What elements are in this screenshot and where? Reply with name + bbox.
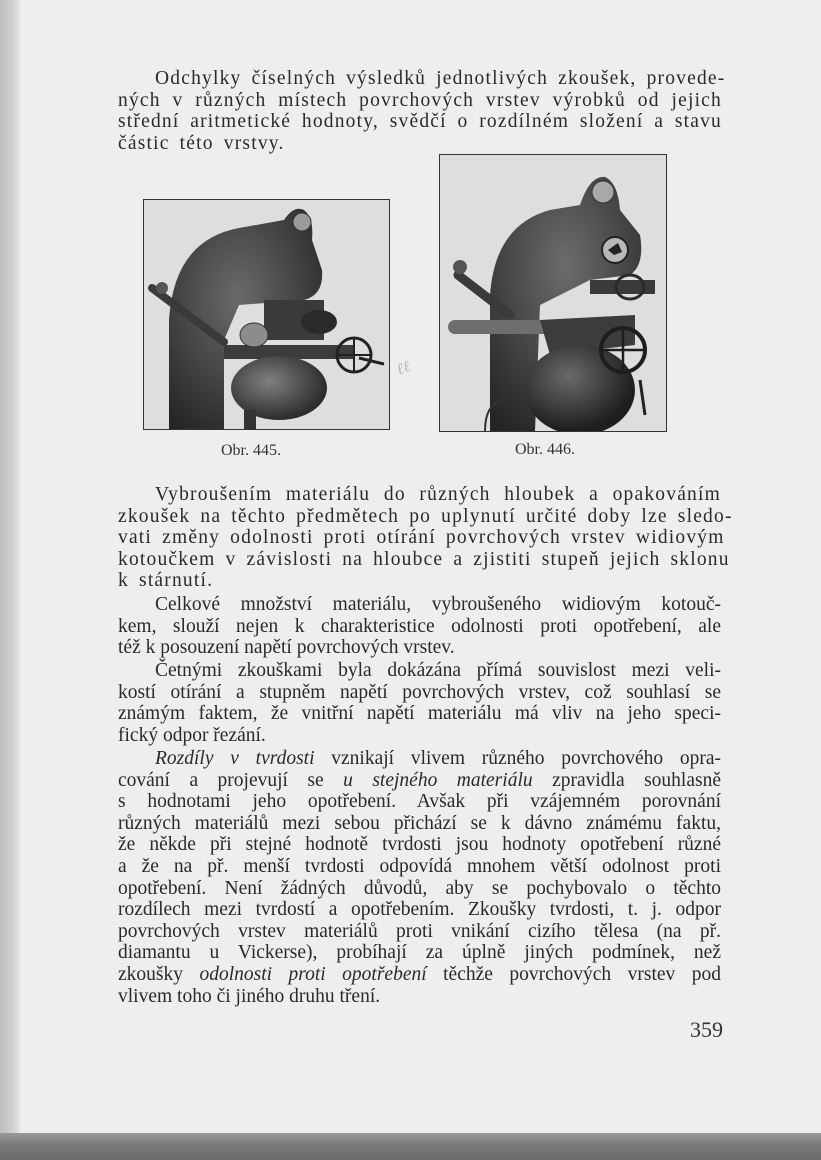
text-line: fický odpor řezání. (118, 724, 266, 746)
page-number: 359 (690, 1017, 723, 1042)
text-line (118, 964, 721, 986)
text-line: zkoušek na těchto předmětech po uplynutí určité doby lze sledo- (118, 505, 733, 527)
text-line: střední aritmetické hodnoty, svědčí o rozdílném složení a stavu (118, 111, 722, 133)
text-fragment: zkoušky (118, 963, 200, 985)
text-line: Celkové množství materiálu, vybroušeného widiovým kotouč- (155, 594, 721, 615)
paragraph-2 (118, 594, 721, 659)
book-binding-bottom-edge (0, 1133, 821, 1160)
text-line: vlivem toho či jiného druhu tření. (118, 985, 381, 1007)
text-line: že někde při stejné hodnotě tvrdosti jsou hodnoty opotřebení různé (118, 834, 721, 856)
text-line: povrchových vrstev materiálů proti vnikání cizího tělesa (na př. (118, 920, 721, 942)
text-line: kostí otírání a stupněm napětí povrchových vrstev, což souhlasí se (118, 681, 721, 703)
paragraph-intro (118, 68, 726, 154)
text-line: Odchylky číselných výsledků jednotlivých zkoušek, provede- (155, 68, 726, 89)
text-line (118, 770, 721, 792)
text-line: s hodnotami jeho opotřebení. Avšak při vzájemném porovnání (118, 791, 721, 813)
text-line: známým faktem, že vnitřní napětí materiálu má vliv na jeho speci- (118, 703, 721, 725)
text-fragment: vznikají vlivem různého povrchového opra- (314, 748, 721, 769)
figure-caption-445: Obr. 445. (221, 442, 281, 459)
text-line: diamantu u Vickerse), probíhají za úplně jiných podmínek, než (118, 942, 721, 964)
figure-445-milling-machine (143, 199, 390, 430)
text-line: kotoučkem v závislosti na hloubce a zjistiti stupeň jejich sklonu (118, 548, 730, 570)
text-line: a že na př. menší tvrdosti odpovídá mnohem větší odolnost proti (118, 855, 721, 877)
text-line: Četnými zkouškami byla dokázána přímá souvislost mezi veli- (155, 660, 721, 681)
text-fragment: zpravidla souhlasně (532, 769, 721, 791)
figure-446-milling-machine (439, 154, 667, 432)
text-line: k stárnutí. (118, 570, 214, 592)
figure-caption-446: Obr. 446. (515, 441, 575, 458)
book-binding-left-edge (0, 0, 20, 1133)
text-line: rozdílech mezi tvrdostí a opotřebením. Zkoušky tvrdosti, t. j. odpor (118, 899, 721, 921)
text-line: Vybroušením materiálu do různých hloubek a opakováním (155, 484, 721, 505)
text-line: vati změny odolnosti proti otírání povrchových vrstev widiovým (118, 527, 725, 549)
italic-term: Rozdíly v tvrdosti (155, 748, 315, 769)
paragraph-1 (118, 484, 733, 592)
text-line: též k posouzení napětí povrchových vrstev. (118, 637, 455, 659)
text-line: ných v různých místech povrchových vrstev výrobků od jejich (118, 89, 722, 111)
text-line: opotřebení. Není žádných důvodů, aby se pochybovalo o těchto (118, 877, 721, 899)
italic-term: u stejného materiálu (343, 769, 533, 791)
text-line: různých materiálů mezi sebou přichází se k dávno známému faktu, (118, 812, 721, 834)
text-fragment: těchže povrchových vrstev pod (426, 963, 722, 985)
pencil-margin-mark: ℓℓ (394, 358, 413, 379)
paragraph-4 (118, 748, 721, 1007)
text-line (118, 748, 721, 770)
milling-machine-illustration-445 (144, 200, 389, 429)
text-fragment: cování a projevují se (118, 769, 344, 791)
italic-term: odolnosti proti opotřebení (199, 963, 427, 985)
text-line: kem, slouží nejen k charakteristice odolnosti proti opotřebení, ale (118, 615, 721, 637)
milling-machine-illustration-446 (440, 155, 666, 431)
text-line: částic této vrstvy. (118, 132, 285, 154)
paragraph-3 (118, 660, 721, 746)
